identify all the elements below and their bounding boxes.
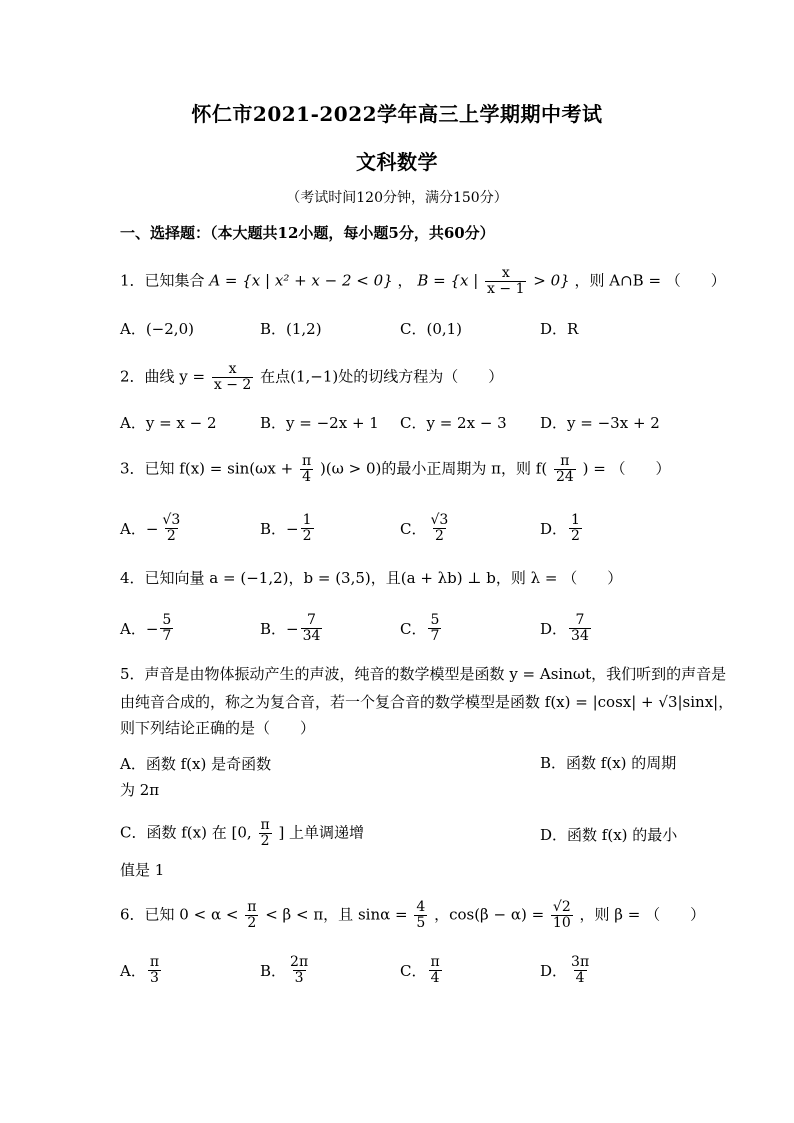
q3-a-frac xyxy=(160,513,182,544)
q6-c-num: π xyxy=(430,953,440,970)
q6-a-frac xyxy=(148,955,161,986)
question-1 xyxy=(120,266,726,297)
q6-frac-1 xyxy=(245,900,258,931)
q4-b-pre: B．− xyxy=(260,619,299,638)
q5-option-b[interactable]: B．函数 f(x) 的周期 xyxy=(540,754,677,772)
q3-a-pre: A．− xyxy=(120,519,159,538)
q4-d-num: 7 xyxy=(575,611,585,628)
q2-fraction xyxy=(212,362,253,393)
q3-mid: )(ω > 0)的最小正周期为 π，则 f( xyxy=(319,459,548,478)
q3-c-frac xyxy=(428,513,450,544)
q6-d-den: 4 xyxy=(575,969,585,986)
q1-frac-num: x xyxy=(501,265,510,281)
q5-c-post: ] 上单调递增 xyxy=(278,823,365,842)
q5-option-c[interactable] xyxy=(120,818,364,849)
q4-c-frac xyxy=(428,613,441,644)
q4-a-pre: A．− xyxy=(120,619,159,638)
q5-option-a[interactable]: A．函数 f(x) 是奇函数 xyxy=(120,755,272,773)
q5-line-3: 则下列结论正确的是（ ） xyxy=(120,719,316,737)
q4-option-c[interactable] xyxy=(400,608,443,648)
q3-frac2-den: 24 xyxy=(555,469,574,485)
q6-f1-den: 2 xyxy=(247,915,257,931)
q4-c-pre: C． xyxy=(400,619,427,638)
q5-option-d-cont: 值是 1 xyxy=(120,861,165,879)
q3-frac2-num: π xyxy=(560,453,570,469)
q4-option-d[interactable] xyxy=(540,608,593,648)
q3-option-d[interactable] xyxy=(540,508,584,548)
q1-set-b-post: > 0} xyxy=(533,271,570,290)
q6-b-num: 2π xyxy=(290,953,309,970)
question-6 xyxy=(120,900,705,931)
q6-c-frac xyxy=(428,955,441,986)
q4-a-num: 5 xyxy=(162,611,172,628)
q6-mid2: ，cos(β − α) = xyxy=(434,905,545,924)
q3-option-b[interactable] xyxy=(260,508,316,548)
q3-b-den: 2 xyxy=(302,527,312,544)
q4-option-b[interactable] xyxy=(260,608,324,648)
q4-b-num: 7 xyxy=(307,611,316,628)
q3-b-pre: B．− xyxy=(260,519,299,538)
q5-c-pre: C．函数 f(x) 在 [0, xyxy=(120,823,252,842)
q6-prefix: 6．已知 0 < α < xyxy=(120,905,239,924)
q4-c-den: 7 xyxy=(430,627,440,644)
q3-option-c[interactable] xyxy=(400,508,452,548)
q1-option-d[interactable]: D．R xyxy=(540,319,579,338)
q5-line-1: 5．声音是由物体振动产生的声波，纯音的数学模型是函数 y = Asinωt，我们听到的声音是 xyxy=(120,665,727,683)
exam-title: 怀仁市2021-2022学年高三上学期期中考试 xyxy=(191,102,603,126)
q5-line-2: 由纯音合成的，称之为复合音，若一个复合音的数学模型是函数 f(x) = |cosx| + √3|sinx|， xyxy=(120,693,734,711)
q6-b-pre: B． xyxy=(260,961,287,980)
q3-d-frac xyxy=(569,513,582,544)
q5-c-den: 2 xyxy=(260,833,270,849)
q3-prefix: 3．已知 f(x) = sin(ωx + xyxy=(120,459,294,478)
q2-option-a[interactable]: A．y = x − 2 xyxy=(120,413,217,432)
q4-c-num: 5 xyxy=(430,611,440,628)
q6-option-b[interactable] xyxy=(260,950,312,990)
q4-d-frac xyxy=(569,613,591,644)
q5-option-b-cont: 为 2π xyxy=(120,781,160,799)
q3-d-num: 1 xyxy=(571,511,580,528)
q6-frac-2 xyxy=(414,900,427,931)
q4-options xyxy=(120,608,680,648)
q6-mid1: < β < π，且 sinα = xyxy=(265,905,408,924)
q6-f3-num: √2 xyxy=(552,899,571,915)
q4-option-a[interactable] xyxy=(120,608,175,648)
q6-f2-num: 4 xyxy=(416,899,426,915)
q6-option-a[interactable] xyxy=(120,950,163,990)
q5-option-d[interactable]: D．函数 f(x) 的最小 xyxy=(540,826,678,844)
q2-frac-num: x xyxy=(228,361,237,377)
q6-d-pre: D． xyxy=(540,961,568,980)
q3-suffix: ) = （ ） xyxy=(582,459,671,478)
q6-c-pre: C． xyxy=(400,961,427,980)
q2-frac-den: x − 2 xyxy=(213,377,252,393)
q1-sep: ， xyxy=(397,271,413,290)
section-heading: 一、选择题：（本大题共12小题，每小题5分，共60分） xyxy=(120,224,495,242)
q5-c-num: π xyxy=(260,817,270,833)
q4-a-frac xyxy=(160,613,173,644)
q6-f3-den: 10 xyxy=(552,915,571,931)
q4-b-den: 34 xyxy=(302,627,321,644)
question-4: 4．已知向量 a = (−1,2)，b = (3,5)，且(a + λb) ⊥ b，则 λ = （ ） xyxy=(120,569,623,587)
q6-f1-num: π xyxy=(247,899,257,915)
q6-a-den: 3 xyxy=(149,969,159,986)
q4-b-frac xyxy=(301,613,323,644)
q3-b-frac xyxy=(301,513,314,544)
q6-frac-3 xyxy=(551,900,573,931)
q1-option-a[interactable]: A．(−2,0) xyxy=(120,319,194,338)
q2-option-c[interactable]: C．y = 2x − 3 xyxy=(400,413,507,432)
q1-option-c[interactable]: C．(0,1) xyxy=(400,319,463,338)
q6-d-num: 3π xyxy=(571,953,590,970)
question-2 xyxy=(120,362,503,393)
q1-options xyxy=(120,308,680,348)
q6-b-frac xyxy=(288,955,310,986)
q3-c-num: √3 xyxy=(430,511,449,528)
q2-options xyxy=(120,402,680,442)
q3-a-num: √3 xyxy=(162,511,181,528)
q3-frac1-den: 4 xyxy=(302,469,312,485)
q3-options xyxy=(120,508,680,548)
q4-a-den: 7 xyxy=(162,627,172,644)
exam-subject: 文科数学 xyxy=(356,150,438,174)
q6-b-den: 3 xyxy=(294,969,304,986)
q6-a-pre: A． xyxy=(120,961,146,980)
q6-d-frac xyxy=(569,955,591,986)
q1-prefix: 1．已知集合 xyxy=(120,271,205,290)
q2-option-b[interactable]: B．y = −2x + 1 xyxy=(260,413,379,432)
q6-options xyxy=(120,950,680,990)
q3-fraction-1 xyxy=(300,454,313,485)
q6-a-num: π xyxy=(149,953,160,970)
q6-option-c[interactable] xyxy=(400,950,444,990)
q3-b-num: 1 xyxy=(302,511,312,528)
q6-suffix: ，则 β = （ ） xyxy=(579,905,706,924)
q3-option-a[interactable] xyxy=(120,508,184,548)
exam-note: （考试时间120分钟，满分150分） xyxy=(286,190,508,206)
question-3 xyxy=(120,454,671,485)
q1-suffix: ，则 A∩B = （ ） xyxy=(574,271,726,290)
q3-frac1-num: π xyxy=(301,453,312,469)
q5-c-frac xyxy=(258,818,271,849)
q2-suffix: 在点(1,−1)处的切线方程为（ ） xyxy=(260,367,504,386)
q1-set-a: A = {x | x² + x − 2 < 0} xyxy=(209,271,393,290)
q1-set-b-fraction xyxy=(485,266,526,297)
q3-fraction-2 xyxy=(554,454,576,485)
q3-d-pre: D． xyxy=(540,519,568,538)
q4-d-den: 34 xyxy=(571,627,589,644)
q3-c-den: 2 xyxy=(434,527,444,544)
q6-option-d[interactable] xyxy=(540,950,593,990)
q1-frac-den: x − 1 xyxy=(487,281,525,297)
q4-d-pre: D． xyxy=(540,619,568,638)
q3-c-pre: C． xyxy=(400,519,427,538)
q3-d-den: 2 xyxy=(571,527,580,544)
q2-option-d[interactable]: D．y = −3x + 2 xyxy=(540,413,660,432)
q2-prefix: 2．曲线 y = xyxy=(120,367,206,386)
q6-f2-den: 5 xyxy=(416,915,426,931)
q3-a-den: 2 xyxy=(166,527,176,544)
q6-c-den: 4 xyxy=(430,969,440,986)
q1-option-b[interactable]: B．(1,2) xyxy=(260,319,322,338)
q1-set-b-pre: B = {x | xyxy=(417,271,479,290)
